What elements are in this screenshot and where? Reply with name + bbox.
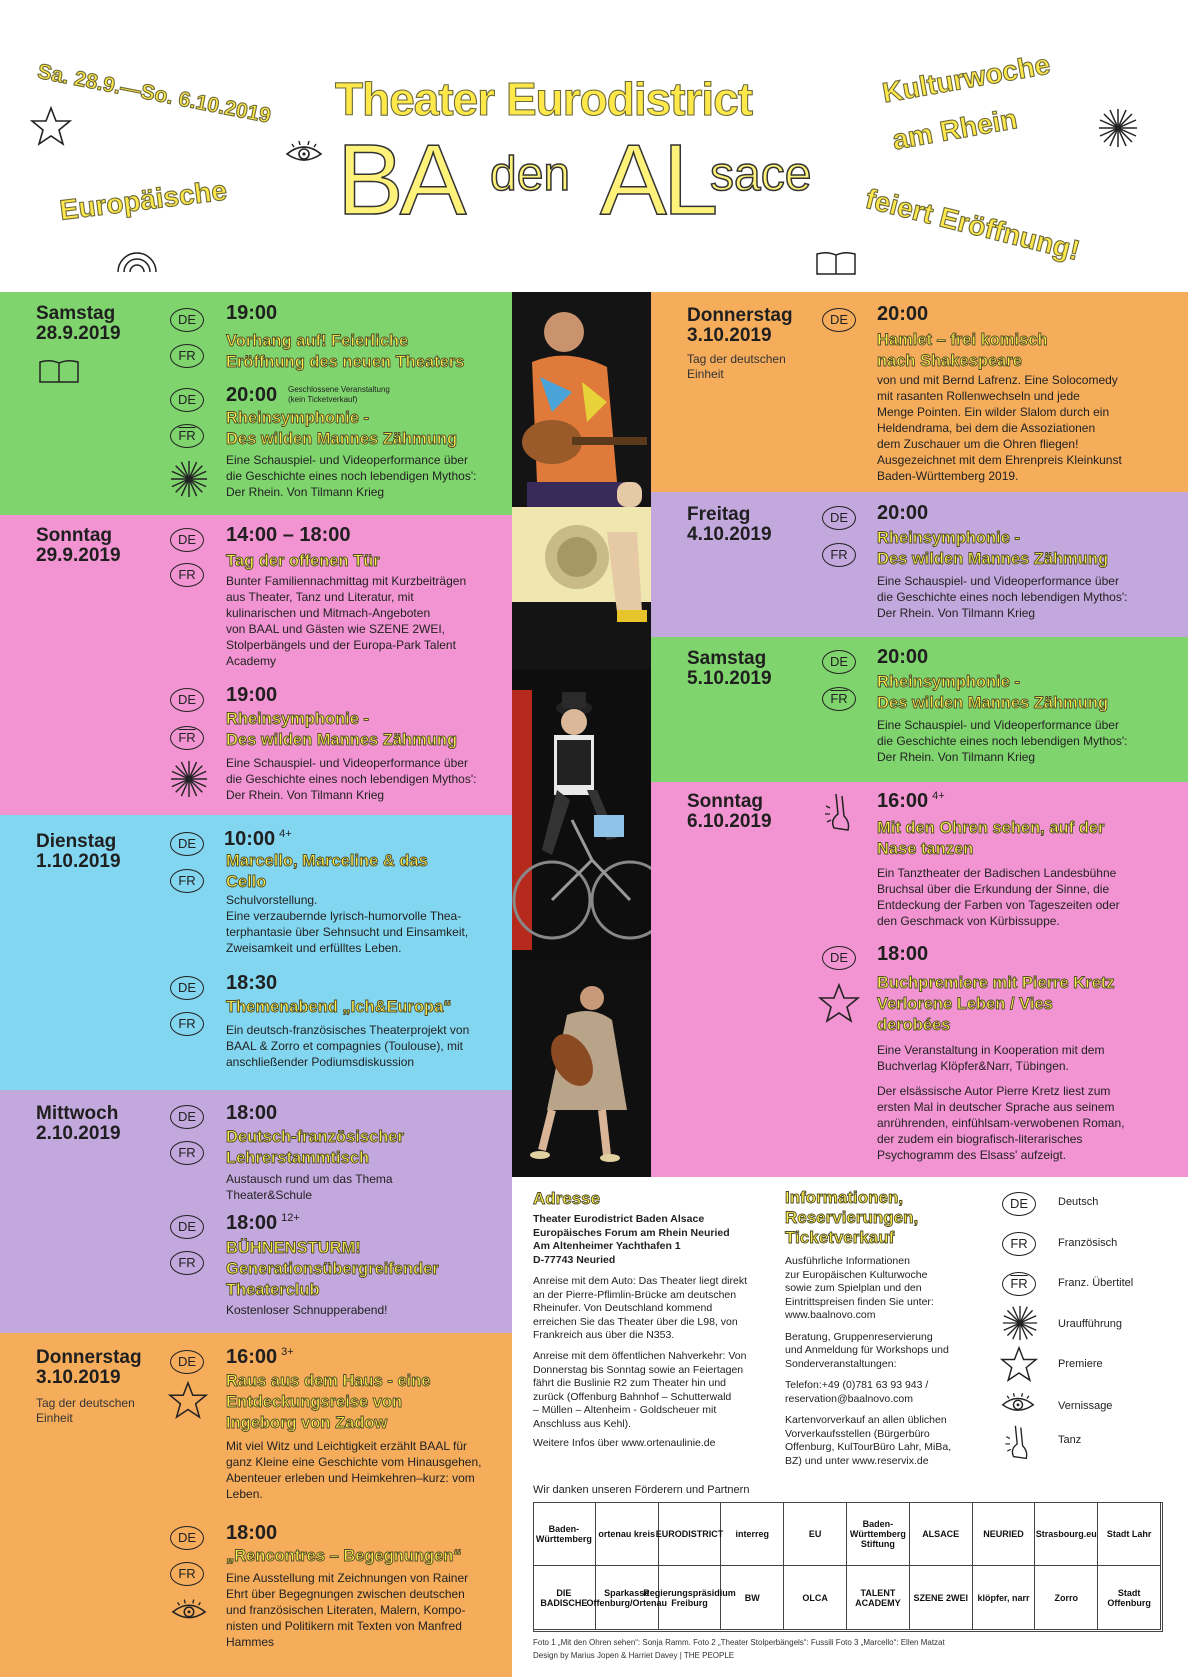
event-time: 18:00 $^{12+}$ [226, 1212, 300, 1234]
de-badge: DE [170, 388, 204, 412]
event-desc: Ein deutsch-französisches Theaterprojekt von BAAL & Zorro et compagnies (Toulouse), mit anschließender Podiumsdiskussion [226, 1023, 470, 1069]
day-label: Sonntag 6.10.2019 [687, 791, 772, 832]
event-desc: Eine Veranstaltung in Kooperation mit dem Buchverlag Klöpfer&Narr, Tübingen. [877, 1043, 1105, 1073]
event-title: Vorhang auf! Feierliche Eröffnung des neuen Theaters [226, 332, 465, 371]
event-desc: Austausch rund um das Thema Theater&Schule [226, 1172, 393, 1202]
fr-overline-badge: $\overline{FR}$ [822, 687, 856, 711]
de-badge: DE [170, 976, 204, 1000]
partner-logo: ortenau kreis [596, 1502, 659, 1566]
event-time: 18:00 [877, 943, 929, 965]
photo-guitar-performer [512, 292, 651, 670]
address-car: Anreise mit dem Auto: Das Theater liegt direkt an der Pierre-Pflimlin-Brücke am deutschen Rheinufer. Von Deutschland kommend erreichen Sie das Theater über die L98, von Frankreich aus über die N353. [533, 1275, 747, 1341]
partner-logo: EURODISTRICT [659, 1502, 722, 1566]
event-time: 20:00 [877, 646, 929, 668]
de-badge: DE [170, 1526, 204, 1550]
foot-icon [1004, 1424, 1034, 1462]
feiert-eroeffnung-label: feiert Eröffnung! [862, 183, 1083, 267]
de-badge: DE [170, 1105, 204, 1129]
day-label: Sonntag 29.9.2019 [36, 525, 121, 566]
fr-badge: FR [170, 869, 204, 893]
partner-logo: klöpfer, narr [973, 1566, 1036, 1630]
event-title: Tag der offenen Tür [226, 552, 380, 570]
info-heading: Informationen, Reservierungen, Ticketverkauf [785, 1188, 919, 1247]
fr-badge: FR [1002, 1232, 1036, 1256]
event-desc: Eine Ausstellung mit Zeichnungen von Rainer Ehrt über Begegnungen zwischen deutschen und französischen Literaten, Malern, Kompo- nisten und Politikern mit Texten von Manfred Hammes [226, 1571, 469, 1649]
fr-badge: FR [170, 1251, 204, 1275]
kulturwoche-label: Kulturwoche [880, 48, 1053, 109]
event-desc: Ein Tanztheater der Badischen Landesbühne Bruchsal über die Erkundung der Sinne, die Entdeckung der Farben von Tageszeiten oder den Geschmack von Kürbissuppe. [877, 866, 1120, 928]
book-icon [38, 358, 80, 384]
festival-dates: Sa. 28.9.—So. 6.10.2019 [35, 60, 273, 128]
fr-overline-badge: $\overline{FR}$ [170, 726, 204, 750]
address-more: Weitere Infos über www.ortenaulinie.de [533, 1437, 716, 1449]
fr-badge: FR [170, 1012, 204, 1036]
foot-icon [824, 792, 856, 834]
partner-logo: Stadt Lahr [1098, 1502, 1161, 1566]
event-title: Rheinsymphonie - Des wilden Mannes Zähmung [877, 673, 1109, 712]
event-time: 19:00 [226, 684, 278, 706]
event-desc: Eine Schauspiel- und Videoperformance über die Geschichte eines noch lebendigen Mythos': Der Rhein. Von Tilmann Krieg [226, 453, 477, 499]
day-label: Dienstag 1.10.2019 [36, 831, 121, 872]
event-desc: Schulvorstellung. Eine verzaubernde lyrisch-humorvolle Thea- terphantasie über Sehnsucht und Einsamkeit, Zweisamkeit und erfülltes Leben. [226, 893, 469, 955]
day-label: Donnerstag 3.10.2019 [36, 1347, 142, 1388]
baal-ba: BA [337, 124, 463, 236]
legend-label: Premiere [1058, 1358, 1103, 1370]
legend-label: Uraufführung [1058, 1318, 1123, 1330]
legend-label: Tanz [1058, 1434, 1082, 1446]
event-desc: Bunter Familiennachmittag mit Kurzbeiträgen aus Theater, Tanz und Literatur, mit kulinarischen und Mitmach-Angeboten von BAAL und Gästen wie SZENE 2WEI, Stolperbängels und der Europa-Park Talent Academy [226, 574, 467, 668]
eye-icon [170, 1596, 208, 1624]
photo-cello-performer [512, 960, 651, 1177]
fr-badge: FR [170, 1562, 204, 1586]
legend-label: Vernissage [1058, 1400, 1113, 1412]
starburst-icon [170, 460, 208, 498]
event-desc: Eine Schauspiel- und Videoperformance über die Geschichte eines noch lebendigen Mythos': Der Rhein. Von Tilmann Krieg [226, 756, 477, 802]
event-desc: Der elsässische Autor Pierre Kretz liest zum ersten Mal in deutscher Sprache aus seinem anrührenden, einfühlsam-verwobenen Roman, der zudem ein biografisch-literarisches Psychogramm des Elsass' aufzeigt. [877, 1084, 1125, 1162]
event-time: 16:00 $^{4+}$ [877, 790, 945, 812]
partner-logo: NEURIED [973, 1502, 1036, 1566]
event-desc: Eine Schauspiel- und Videoperformance über die Geschichte eines noch lebendigen Mythos': Der Rhein. Von Tilmann Krieg [877, 718, 1128, 764]
partner-logo: Baden-Württemberg [533, 1502, 596, 1566]
de-badge: DE [170, 832, 204, 856]
europaeische-label: Europäische [58, 174, 229, 226]
event-desc: Kostenloser Schnupperabend! [226, 1303, 388, 1317]
partner-logo: EU [784, 1502, 847, 1566]
star-icon [168, 1380, 208, 1420]
event-title: „Rencontres – Begegnungen“ [226, 1547, 462, 1565]
theater-title: Theater Eurodistrict [335, 73, 753, 125]
event-desc: Eine Schauspiel- und Videoperformance über die Geschichte eines noch lebendigen Mythos': Der Rhein. Von Tilmann Krieg [877, 574, 1128, 620]
eye-icon [1000, 1390, 1036, 1416]
event-title: Marcello, Marceline & das Cello [226, 852, 428, 891]
partner-logo: ALSACE [910, 1502, 973, 1566]
de-badge: DE [170, 308, 204, 332]
partner-logo: interreg [721, 1502, 784, 1566]
partner-logo: Stadt Offenburg [1098, 1566, 1161, 1630]
event-time: 18:00 [226, 1522, 278, 1544]
info-block: Ausführliche Informationen zur Europäischen Kulturwoche sowie zum Spielplan und den Eintrittspreisen finden Sie unter: www.baalnovo.com Beratung, Gruppenreservierung und Anmeldung für Workshops und Sonderveranstaltungen: Telefon:+49 (0)781 63 93 943 / reservation@baalnovo.com Kartenvorverkauf an allen üblichen Vorverkaufsstellen (Bürgerbüro Offenburg, KulTourBüro Lahr, MiBa, BZ) und unter www.reservix.de [785, 1255, 952, 1467]
star-icon [30, 105, 72, 147]
fr-badge: FR [170, 344, 204, 368]
address-heading: Adresse [533, 1189, 601, 1208]
de-badge: DE [170, 1215, 204, 1239]
day-label: Samstag 5.10.2019 [687, 648, 772, 689]
legend-label: Franz. Übertitel [1058, 1277, 1134, 1289]
partner-logo: Strasbourg.eu [1035, 1502, 1098, 1566]
fr-overline-badge: $\overline{FR}$ [1002, 1272, 1036, 1296]
partner-logo: DIE BADISCHE [533, 1566, 596, 1630]
de-badge: DE [822, 650, 856, 674]
event-time: 14:00 – 18:00 [226, 524, 351, 546]
partner-logo: Zorro [1035, 1566, 1098, 1630]
de-badge: DE [822, 506, 856, 530]
day-label: Freitag 4.10.2019 [687, 504, 772, 545]
event-time: 18:30 [226, 972, 278, 994]
fr-badge: FR [822, 543, 856, 567]
de-badge: DE [170, 528, 204, 552]
star-icon [1000, 1345, 1038, 1383]
de-badge: DE [822, 308, 856, 332]
partner-logo: Baden-Württemberg Stiftung [847, 1502, 910, 1566]
event-title: Raus aus dem Haus - eine Entdeckungsreise von Ingeborg von Zadow [226, 1372, 431, 1432]
star-icon [818, 982, 860, 1024]
partner-logo: Sparkasse Offenburg/Ortenau [596, 1566, 659, 1630]
event-time: 10:00 $^{4+}$ [224, 828, 292, 850]
photo-credits: Foto 1 „Mit den Ohren sehen“: Sonja Ramm. Foto 2 „Theater Stolperbängels“: Fussili Foto 3 „Marcello“: Ellen Matzat Design by Marius Jopen & Harriet Davey | THE PEOPLE [533, 1638, 945, 1660]
baal-al: AL [600, 124, 715, 236]
de-badge: DE [822, 946, 856, 970]
day-label: Samstag 28.9.2019 [36, 303, 121, 344]
fr-badge: FR [170, 563, 204, 587]
partner-logo: Regierungspräsidium Freiburg [659, 1566, 722, 1630]
am-rhein-label: am Rhein [890, 103, 1020, 156]
partner-logo: SZENE 2WEI [910, 1566, 973, 1630]
partner-logo: TALENT ACADEMY [847, 1566, 910, 1630]
event-time: 19:00 [226, 302, 278, 324]
event-time: 20:00 [877, 303, 929, 325]
legend-label: Deutsch [1058, 1196, 1099, 1208]
day-note: Tag der deutschen Einheit [687, 352, 786, 381]
event-title: Mit den Ohren sehen, auf der Nase tanzen [877, 819, 1105, 858]
de-badge: DE [1002, 1192, 1036, 1216]
baal-sace: sace [710, 148, 812, 201]
de-badge: DE [170, 688, 204, 712]
event-title: Deutsch-französischer Lehrerstammtisch [226, 1128, 404, 1167]
event-title: Buchpremiere mit Pierre Kretz Verlorene Leben / Vies derobées [877, 974, 1115, 1034]
starburst-icon [1002, 1305, 1038, 1341]
eye-icon [284, 138, 324, 166]
fr-overline-badge: $\overline{FR}$ [170, 424, 204, 448]
address-transit: Anreise mit dem öffentlichen Nahverkehr: Von Donnerstag bis Sonntag sowie an Feiertagen fährt die Buslinie R2 zum Theater hin und zurück (Offenburg Bahnhof – Schutterwald – Müllen – Altenheim - Goldscheuer mit Anschluss aus Kehl). [533, 1350, 747, 1430]
event-time: 16:00 $^{3+}$ [226, 1346, 294, 1368]
event-time: 20:00 [877, 502, 929, 524]
partner-logo: OLCA [784, 1566, 847, 1630]
partner-logo: BW [721, 1566, 784, 1630]
address-block: Theater Eurodistrict Baden Alsace Europäisches Forum am Rhein Neuried Am Altenheimer Yachthafen 1 D-77743 Neuried [533, 1213, 730, 1266]
event-note: Geschlossene Veranstaltung (kein Ticketverkauf) [288, 385, 390, 404]
event-time: 20:00 [226, 384, 278, 406]
event-title: Rheinsymphonie - Des wilden Mannes Zähmung [877, 529, 1109, 568]
event-desc: Mit viel Witz und Leichtigkeit erzählt BAAL für ganz Kleine eine Geschichte vom Hinausgehen, Abenteuer erleben und Heimkehren–kurz: vom Leben. [226, 1439, 482, 1501]
photo-bicycle-performer [512, 670, 651, 960]
book-icon [815, 250, 857, 276]
rainbow-icon [116, 250, 158, 274]
event-title: Rheinsymphonie - Des wilden Mannes Zähmung [226, 409, 458, 448]
day-label: Mittwoch 2.10.2019 [36, 1103, 121, 1144]
day-note: Tag der deutschen Einheit [36, 1396, 135, 1425]
de-badge: DE [170, 1350, 204, 1374]
starburst-icon [170, 760, 208, 798]
baal-den: den [490, 148, 571, 201]
event-title: BÜHNENSTURM! Generationsübergreifender Theaterclub [226, 1239, 439, 1299]
event-title: Rheinsymphonie - Des wilden Mannes Zähmung [226, 710, 458, 749]
fr-badge: FR [170, 1141, 204, 1165]
partners-heading: Wir danken unseren Förderern und Partnern [533, 1484, 750, 1496]
event-title: Themenabend „Ich&Europa“ [226, 998, 452, 1016]
event-title: Hamlet – frei komisch nach Shakespeare [877, 331, 1048, 370]
day-label: Donnerstag 3.10.2019 [687, 305, 793, 346]
starburst-icon [1098, 108, 1138, 148]
legend-label: Französisch [1058, 1237, 1118, 1249]
event-time: 18:00 [226, 1102, 278, 1124]
event-desc: von und mit Bernd Lafrenz. Eine Solocomedy mit rasanten Rollenwechseln und jede Menge Pointen. Ein wilder Slalom durch ein Heldendrama, bei dem die Assoziationen dem Zuschauer um die Ohren fliegen! Ausgezeichnet mit dem Ehrenpreis Kleinkunst Baden-Württemberg 2019. [877, 373, 1122, 483]
